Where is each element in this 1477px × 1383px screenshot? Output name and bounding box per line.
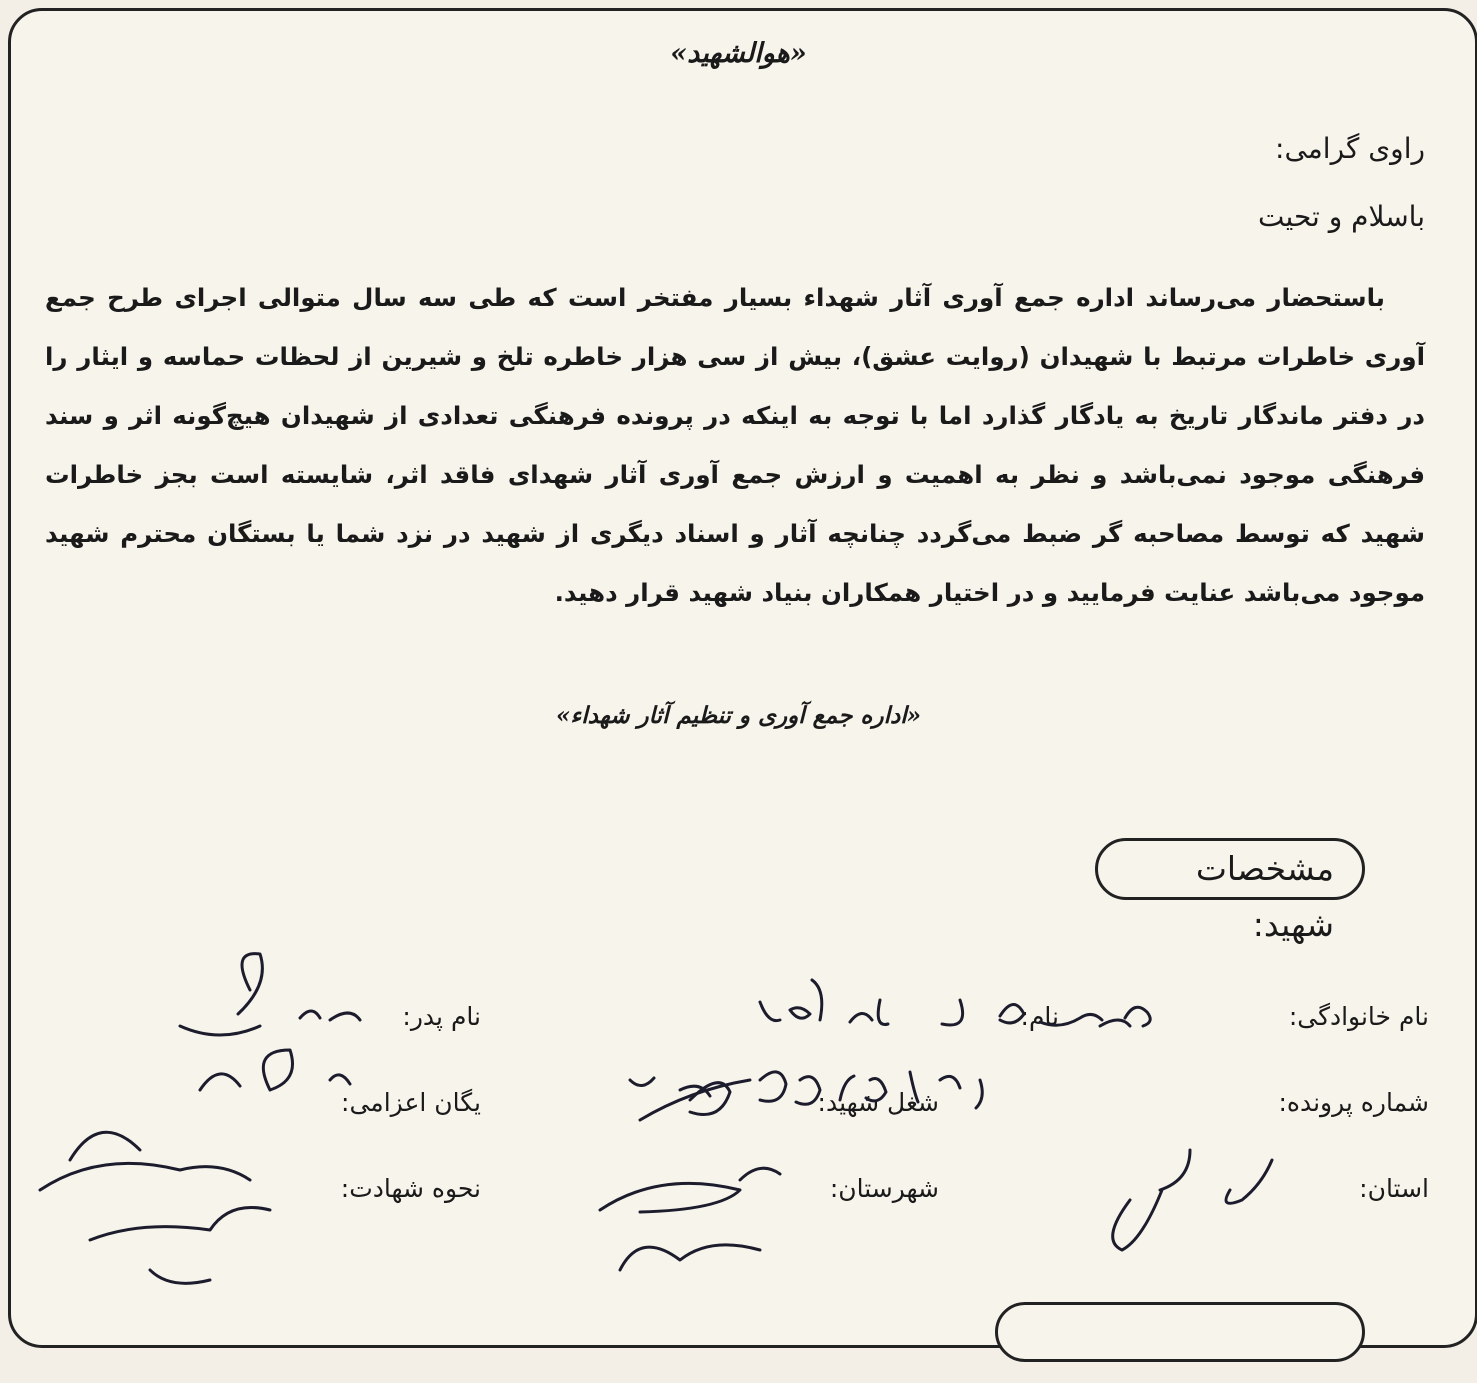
handwriting-county [600, 1168, 780, 1270]
letter-body: باستحضار می‌رساند اداره جمع آوری آثار شهداء بسیار مفتخر است که طی سه سال متوالی اجرای طرح جمع آوری خاطرات مرتبط با شهیدان (روایت عشق)، بیش از سی هزار خاطره تلخ و شیرین از لحظات حماسه و ایثار را در دفتر ماندگار تاریخ به یادگار گذارد اما با توجه به اینکه در پرونده فرهنگی تعدادی از شهیدان هیچ‌گونه اثر و سند فرهنگی موجود نمی‌باشد و نظر به اهمیت و ارزش جمع آوری آثار شهدای فاقد اثر، شایسته است بجز خاطرات شهید که توسط مصاحبه گر ضبط می‌گردد چنانچه آثار و اسناد دیگری از شهید در نزد شما یا بستگان محترم شهید موجود می‌باشد عنایت فرمایید و در اختیار همکاران بنیاد شهید قرار دهید. [45, 283, 1425, 607]
handwriting-file-number [690, 1072, 982, 1115]
handwriting-province [1113, 1150, 1272, 1250]
county-label: شهرستان: [829, 1174, 939, 1203]
document-heading: «هوالشهید» [670, 38, 807, 69]
province-label: استان: [1359, 1174, 1429, 1203]
first-name-label: نام: [1020, 1002, 1059, 1031]
martyrdom-label: نحوه شهادت: [340, 1174, 481, 1203]
handwriting-unit [200, 1050, 350, 1090]
father-name-label: نام پدر: [402, 1002, 481, 1031]
file-number-label: شماره پرونده: [1278, 1088, 1429, 1117]
martyr-section-title: مشخصات شهید: [1095, 838, 1365, 900]
occupation-label: شغل شهید: [817, 1088, 939, 1117]
salutation-line-1: راوی گرامی: [1275, 132, 1425, 165]
office-signature: «اداره جمع آوری و تنظیم آثار شهداء» [556, 702, 921, 729]
handwriting-first-name [760, 980, 888, 1025]
unit-label: یگان اعزامی: [341, 1088, 481, 1117]
narrator-section-title [995, 1302, 1365, 1362]
handwriting-father-name [180, 954, 360, 1035]
family-name-label: نام خانوادگی: [1288, 1002, 1429, 1031]
salutation-line-2: باسلام و تحیت [1258, 200, 1425, 233]
handwriting-martyrdom [40, 1132, 270, 1283]
handwritten-entries [0, 930, 1477, 1330]
handwriting-family-name [942, 1000, 1150, 1026]
